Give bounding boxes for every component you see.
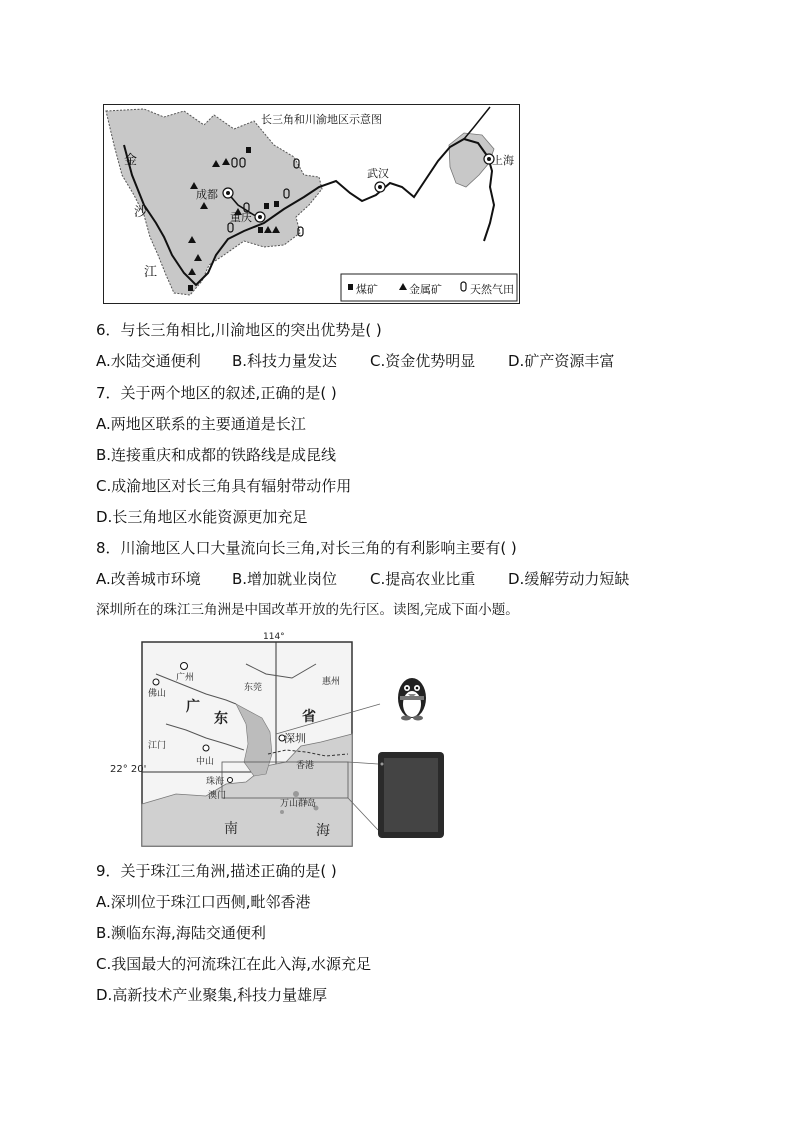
penguin-icon xyxy=(398,678,426,721)
question-8-stem: 8．川渝地区人口大量流向长三角,对长三角的有利影响主要有( ) xyxy=(96,539,517,557)
map1-label-jin: 金 xyxy=(124,153,138,168)
legend-metal: 金属矿 xyxy=(409,283,442,296)
map2-label-lon: 114° xyxy=(263,632,285,642)
question-6-option-a[interactable]: A.水陆交通便利 xyxy=(96,352,201,370)
map1-label-jiang: 江 xyxy=(144,265,158,280)
map1-label-shanghai: 上海 xyxy=(492,154,514,167)
map2-label-hai: 海 xyxy=(316,823,330,839)
passage-intro: 深圳所在的珠江三角洲是中国改革开放的先行区。读图,完成下面小题。 xyxy=(96,602,519,618)
map2-label-zhuhai: 珠海 xyxy=(206,777,225,787)
map2-label-jiangmen: 江门 xyxy=(148,741,167,751)
map2-label-huizhou: 惠州 xyxy=(322,677,341,687)
map1-label-chongqing: 重庆 xyxy=(230,211,252,224)
question-7-option-d[interactable]: D.长三角地区水能资源更加充足 xyxy=(96,508,308,526)
question-9-stem: 9．关于珠江三角洲,描述正确的是( ) xyxy=(96,862,337,880)
map2-label-dongguan: 东莞 xyxy=(244,683,263,693)
map2-label-lat: 22° 20' xyxy=(110,764,147,775)
map2-label-aomen: 澳门 xyxy=(208,791,227,801)
phone-icon xyxy=(378,752,444,838)
question-6-option-c[interactable]: C.资金优势明显 xyxy=(370,352,476,370)
question-6-stem: 6．与长三角相比,川渝地区的突出优势是( ) xyxy=(96,321,382,339)
question-9-option-c[interactable]: C.我国最大的河流珠江在此入海,水源充足 xyxy=(96,955,372,973)
map1-label-chengdu: 成都 xyxy=(196,188,218,201)
question-8-option-a[interactable]: A.改善城市环境 xyxy=(96,570,201,588)
map1-drawing xyxy=(104,105,519,303)
map1-label-sha: 沙 xyxy=(134,205,148,220)
map2-label-shenzhen: 深圳 xyxy=(284,732,306,745)
legend-gas: 天然气田 xyxy=(470,283,514,296)
map2-label-foshan: 佛山 xyxy=(148,689,167,699)
map2-label-guang: 广 xyxy=(186,699,200,715)
map1-title: 长三角和川渝地区示意图 xyxy=(261,113,382,126)
map2-label-zhongshan: 中山 xyxy=(196,757,215,767)
question-7-option-a[interactable]: A.两地区联系的主要通道是长江 xyxy=(96,415,306,433)
map2-label-wanshan: 万山群岛 xyxy=(280,799,317,809)
question-7-stem: 7．关于两个地区的叙述,正确的是( ) xyxy=(96,384,337,402)
question-8-option-b[interactable]: B.增加就业岗位 xyxy=(232,570,338,588)
question-7-option-b[interactable]: B.连接重庆和成都的铁路线是成昆线 xyxy=(96,446,337,464)
question-6-option-b[interactable]: B.科技力量发达 xyxy=(232,352,338,370)
map1-label-wuhan: 武汉 xyxy=(367,167,389,180)
question-8-option-d[interactable]: D.缓解劳动力短缺 xyxy=(508,570,630,588)
map2-label-guangzhou: 广州 xyxy=(176,673,195,683)
question-9-option-a[interactable]: A.深圳位于珠江口西侧,毗邻香港 xyxy=(96,893,311,911)
question-9-option-d[interactable]: D.高新技术产业聚集,科技力量雄厚 xyxy=(96,986,328,1004)
legend-coal: 煤矿 xyxy=(356,283,378,296)
map2-figure xyxy=(96,634,466,848)
map1-figure xyxy=(103,104,520,304)
map2-label-sheng: 省 xyxy=(302,709,316,725)
question-7-option-c[interactable]: C.成渝地区对长三角具有辐射带动作用 xyxy=(96,477,352,495)
map2-label-dong: 东 xyxy=(214,711,228,727)
map2-label-nan: 南 xyxy=(224,821,238,837)
question-6-option-d[interactable]: D.矿产资源丰富 xyxy=(508,352,615,370)
question-9-option-b[interactable]: B.濒临东海,海陆交通便利 xyxy=(96,924,266,942)
map2-label-xianggang: 香港 xyxy=(296,761,315,771)
question-8-option-c[interactable]: C.提高农业比重 xyxy=(370,570,476,588)
